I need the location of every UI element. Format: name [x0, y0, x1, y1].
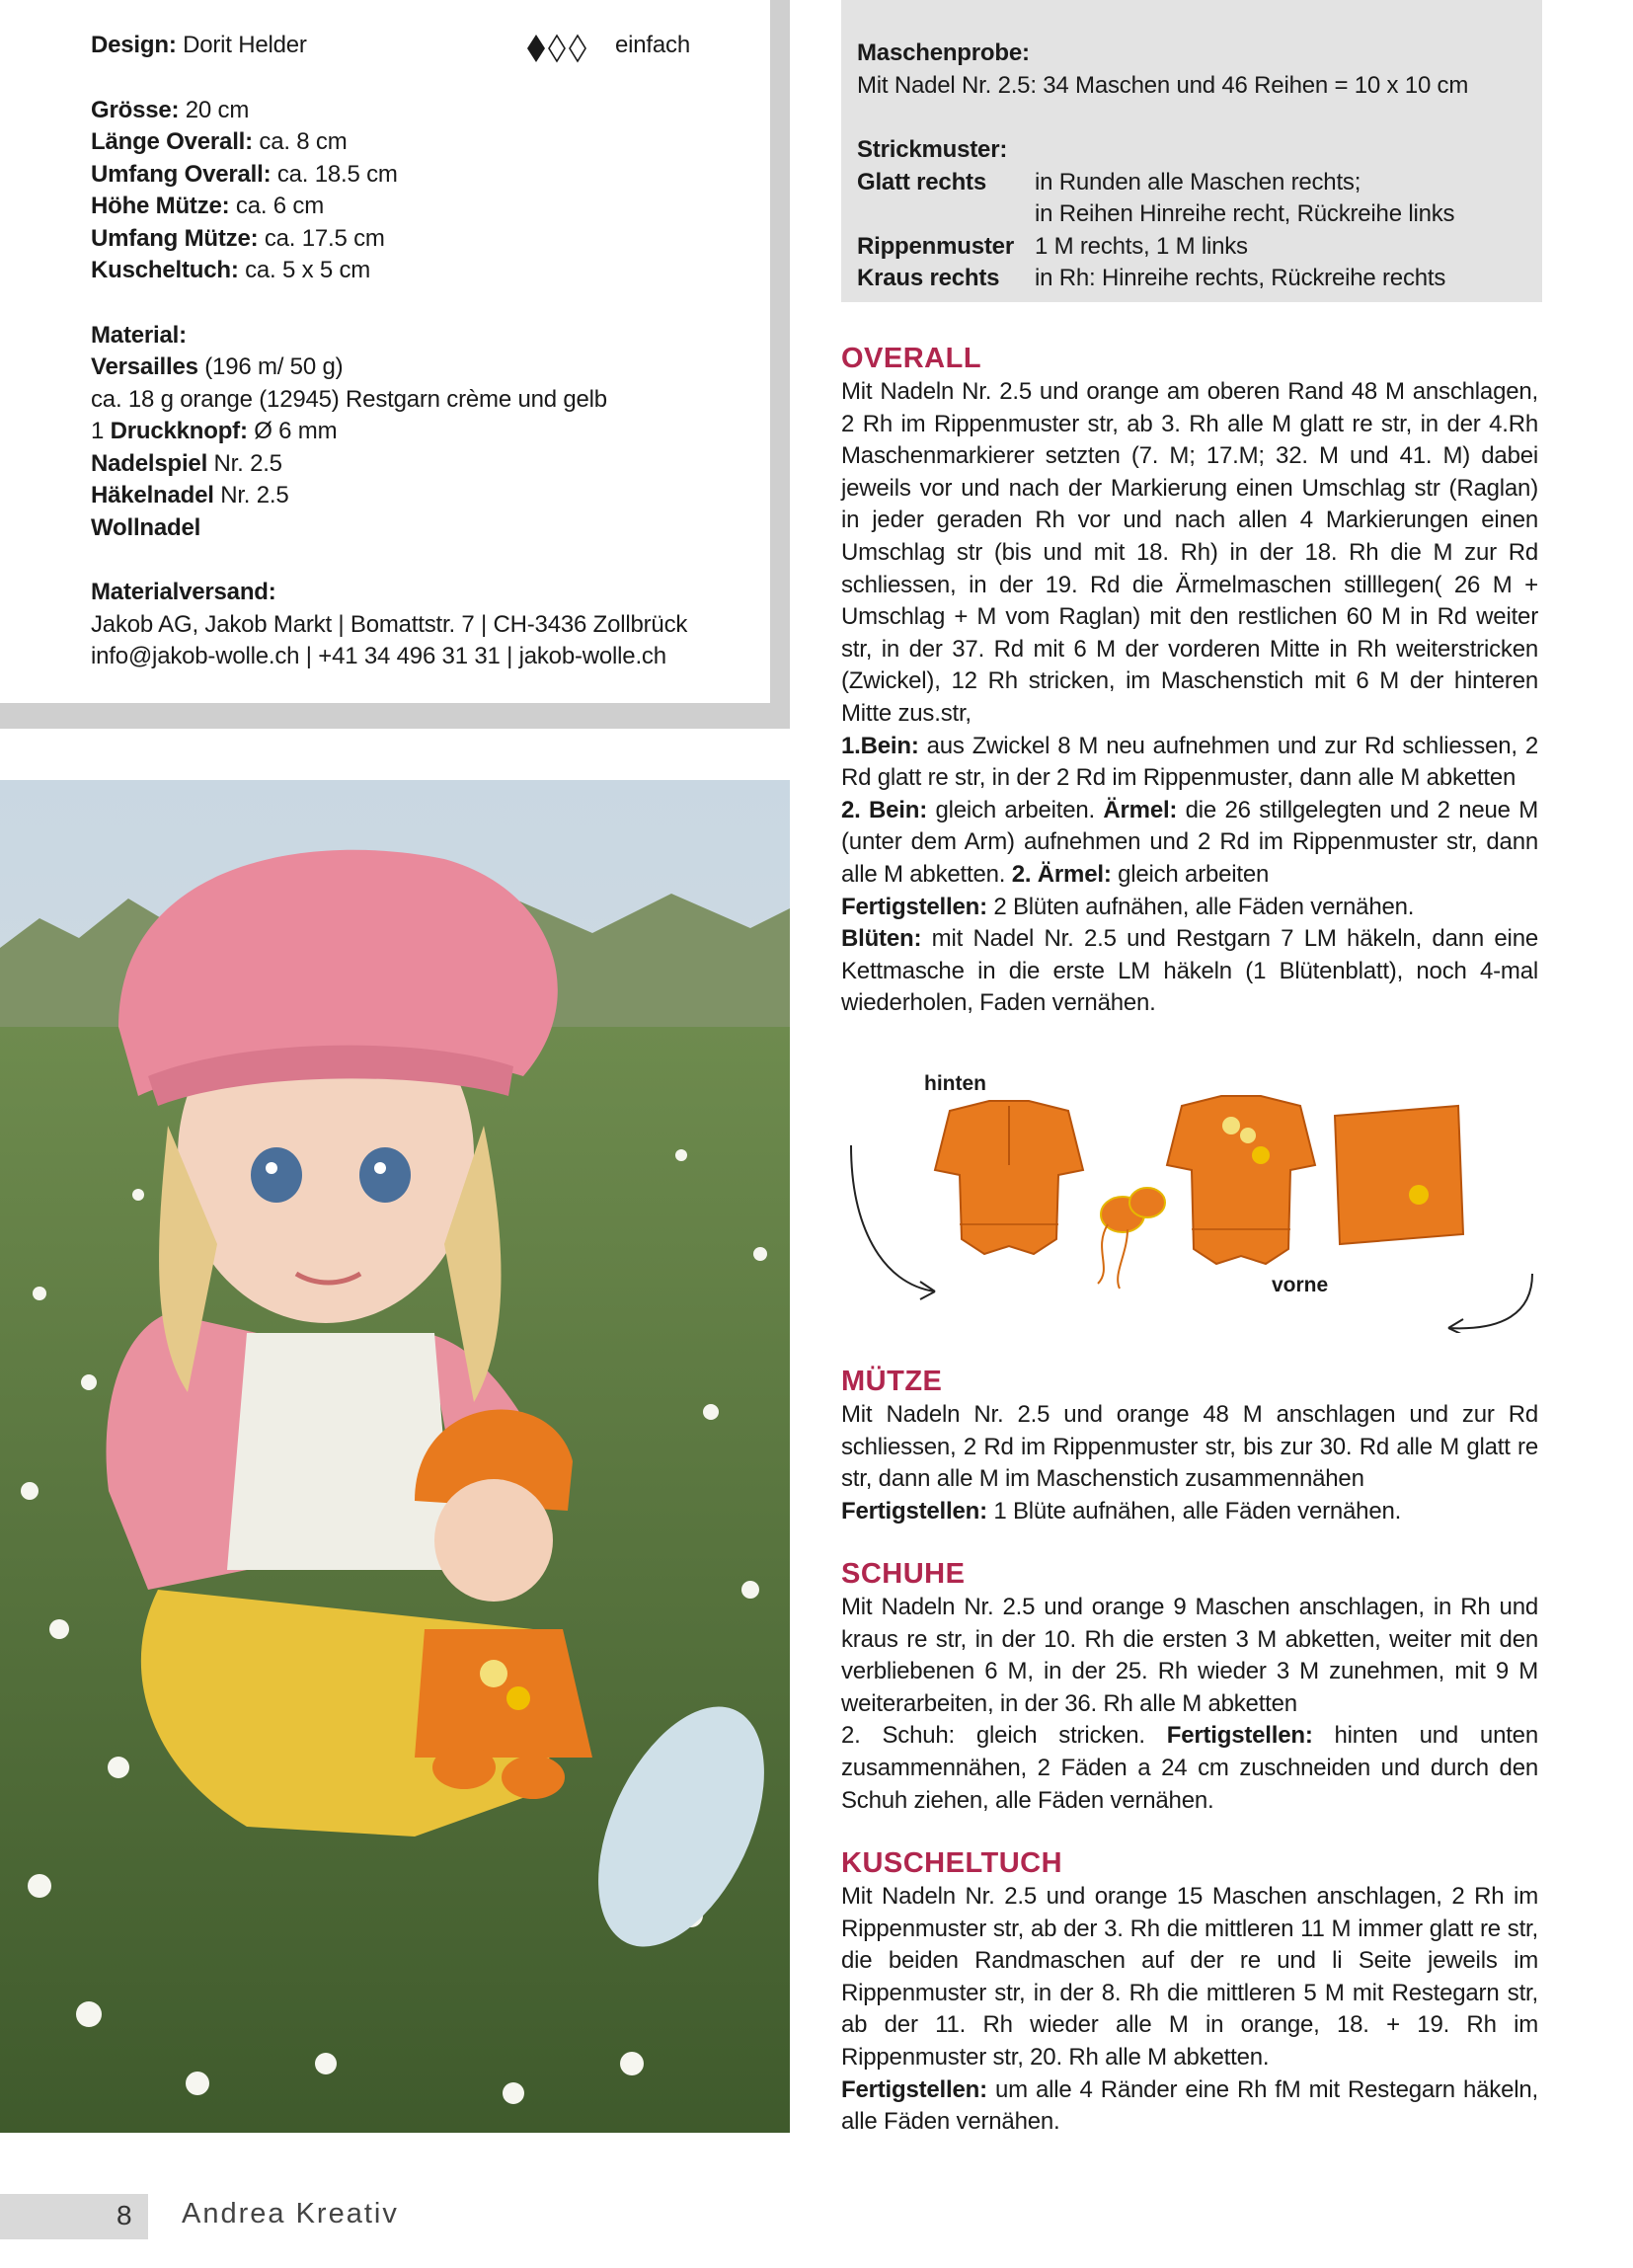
- difficulty-diamonds: [526, 34, 587, 63]
- shipping-title: Materialversand:: [91, 579, 276, 605]
- label-back: hinten: [924, 1072, 986, 1095]
- overall-title: OVERALL: [841, 343, 982, 374]
- blanket-title: KUSCHELTUCH: [841, 1847, 1063, 1879]
- size-row: Länge Overall: ca. 8 cm: [91, 128, 348, 155]
- knitted-items-illustration: [841, 1076, 1552, 1333]
- label-front: vorne: [1272, 1274, 1329, 1296]
- overall-back-figure: [935, 1101, 1083, 1254]
- hat-section: [841, 1364, 1538, 1527]
- shoes-body: Mit Nadeln Nr. 2.5 und orange 9 Maschen anschlagen, in Rh und kraus re str, in der 10. Rh die ersten 3 M abketten, weiter mit den verbliebenen 6 M, in der 25. Rh wieder 3 M zunehmen, mit 9 M weiterarbeiten, in der 36. Rh alle M abketten 2. Schuh: gleich stricken. Fertigstellen: hinten und unten zusammennähen, 2 Fäden a 24 cm zuschneiden und durch den Schuh ziehen, alle Fäden vernähen.: [841, 1594, 1538, 1814]
- shipping-contact: info@jakob-wolle.ch | +41 34 496 31 31 | jakob-wolle.ch: [91, 643, 666, 669]
- size-row: Kuscheltuch: ca. 5 x 5 cm: [91, 257, 371, 283]
- difficulty-indicator: [526, 30, 690, 69]
- gauge-title: Maschenprobe:: [857, 39, 1030, 66]
- magazine-name: Andrea Kreativ: [182, 2198, 399, 2229]
- material-button: 1 Druckknopf: Ø 6 mm: [91, 418, 338, 444]
- overall-section: [841, 341, 1538, 1020]
- info-content: [91, 30, 762, 673]
- pattern-row: Kraus rechts in Rh: Hinreihe rechts, Rückreihe rechts: [857, 265, 1446, 291]
- pattern-row: Glatt rechts in Runden alle Maschen rechts;: [857, 168, 1361, 196]
- overall-body: Mit Nadeln Nr. 2.5 und orange am oberen Rand 48 M anschlagen, 2 Rh im Rippenmuster str, ab 3. Rh alle M glatt re str, in der 4.Rh Maschenmarkierer setzten (7. M; 17.M; 32. M und 41. M) dabei jeweils vor und nach der Markierung einen Umschlag str (Raglan) in jeder geraden Rh vor und nach allen 4 Markierungen einen Umschlag str (bis und mit 18. Rh) in der 18. Rh die M zur Rd schliessen, in der 19. Rd die Ärmelmaschen stilllegen( 26 M + Umschlag + M vom Raglan) mit den restlichen 60 M in Rd weiter str, in der 37. Rd mit 6 M der vorderen Mitte in Rh weiterstricken (Zwickel), 12 Rh stricken, im Maschenstich mit 6 M der hinteren Mitte zus.str, 1.Bein: aus Zwickel 8 M neu aufnehmen und zur Rd schliessen, 2 Rd glatt re str, in der 2 Rd im Rippenmuster, dann alle M abketten 2. Bein: gleich arbeiten. Ärmel: die 26 stillgelegten und 2 neue M (unter dem Arm) aufnehmen und 2 Rd im Rippenmuster str, dann alle M abketten. 2. Ärmel: gleich arbeiten Fertigstellen: 2 Blüten aufnähen, alle Fäden vernähen. Blüten: mit Nadel Nr. 2.5 und Restgarn 7 LM häkeln, dann eine Kettmasche in die erste LM häkeln (1 Blütenblatt), noch 4-mal wiederholen, Faden vernähen.: [841, 378, 1538, 1017]
- patterns-title: Strickmuster:: [857, 136, 1008, 163]
- material-wool-needle: Wollnadel: [91, 513, 201, 541]
- diamond-empty-icon: [547, 34, 567, 63]
- blanket-section: [841, 1845, 1538, 2139]
- shoes-title: SCHUHE: [841, 1558, 966, 1590]
- pattern-row: in Reihen Hinreihe recht, Rückreihe links: [1035, 200, 1455, 227]
- size-row: Grösse: 20 cm: [91, 96, 250, 123]
- hat-title: MÜTZE: [841, 1366, 943, 1397]
- difficulty-label: einfach: [615, 32, 690, 58]
- overall-front-figure: [1167, 1096, 1315, 1264]
- gauge-content: [857, 38, 1538, 295]
- diamond-empty-icon: [568, 34, 587, 63]
- blanket-body: Mit Nadeln Nr. 2.5 und orange 15 Maschen anschlagen, 2 Rh im Rippenmuster str, ab der 3. Rh die mittleren 11 M immer glatt re str, die beiden Randmaschen auf der re und li Seite jeweils im Rippenmuster str, in der 8. Rh die mittleren 5 M mit Restegarn str, ab der 11. Rh wieder alle M in orange, 18. + 19. Rh im Rippenmuster str, 20. Rh alle M abketten. Fertigstellen: um alle 4 Ränder eine Rh fM mit Restegarn häkeln, alle Fäden vernähen.: [841, 1883, 1538, 2136]
- material-yarn: Versailles (196 m/ 50 g): [91, 353, 344, 380]
- diamond-filled-icon: [526, 34, 546, 63]
- shipping-address: Jakob AG, Jakob Markt | Bomattstr. 7 | CH-3436 Zollbrück: [91, 610, 688, 638]
- material-title: Material:: [91, 321, 187, 349]
- design-line: Design: Dorit Helder: [91, 32, 307, 58]
- material-needles: Nadelspiel Nr. 2.5: [91, 449, 282, 477]
- material-hook: Häkelnadel Nr. 2.5: [91, 482, 289, 508]
- product-illustration: [841, 1072, 1552, 1333]
- doll-in-meadow-image: [0, 780, 790, 2133]
- pattern-row: Rippenmuster 1 M rechts, 1 M links: [857, 232, 1248, 260]
- doll-photo: [0, 780, 790, 2133]
- shoes-figure: [1098, 1188, 1165, 1289]
- shoes-section: [841, 1556, 1538, 1817]
- material-colors: ca. 18 g orange (12945) Restgarn crème und gelb: [91, 385, 607, 413]
- page-number: 8: [117, 2200, 132, 2230]
- blanket-figure: [1335, 1106, 1463, 1244]
- gauge-text: Mit Nadel Nr. 2.5: 34 Maschen und 46 Reihen = 10 x 10 cm: [857, 71, 1469, 99]
- hat-body: Mit Nadeln Nr. 2.5 und orange 48 M anschlagen und zur Rd schliessen, 2 Rd im Rippenmuster str, bis zur 30. Rd alle M glatt re str, dann alle M im Maschenstich zusammennähen Fertigstellen: 1 Blüte aufnähen, alle Fäden vernähen.: [841, 1401, 1538, 1525]
- size-row: Umfang Overall: ca. 18.5 cm: [91, 160, 398, 188]
- size-row: Umfang Mütze: ca. 17.5 cm: [91, 224, 385, 252]
- size-row: Höhe Mütze: ca. 6 cm: [91, 193, 325, 219]
